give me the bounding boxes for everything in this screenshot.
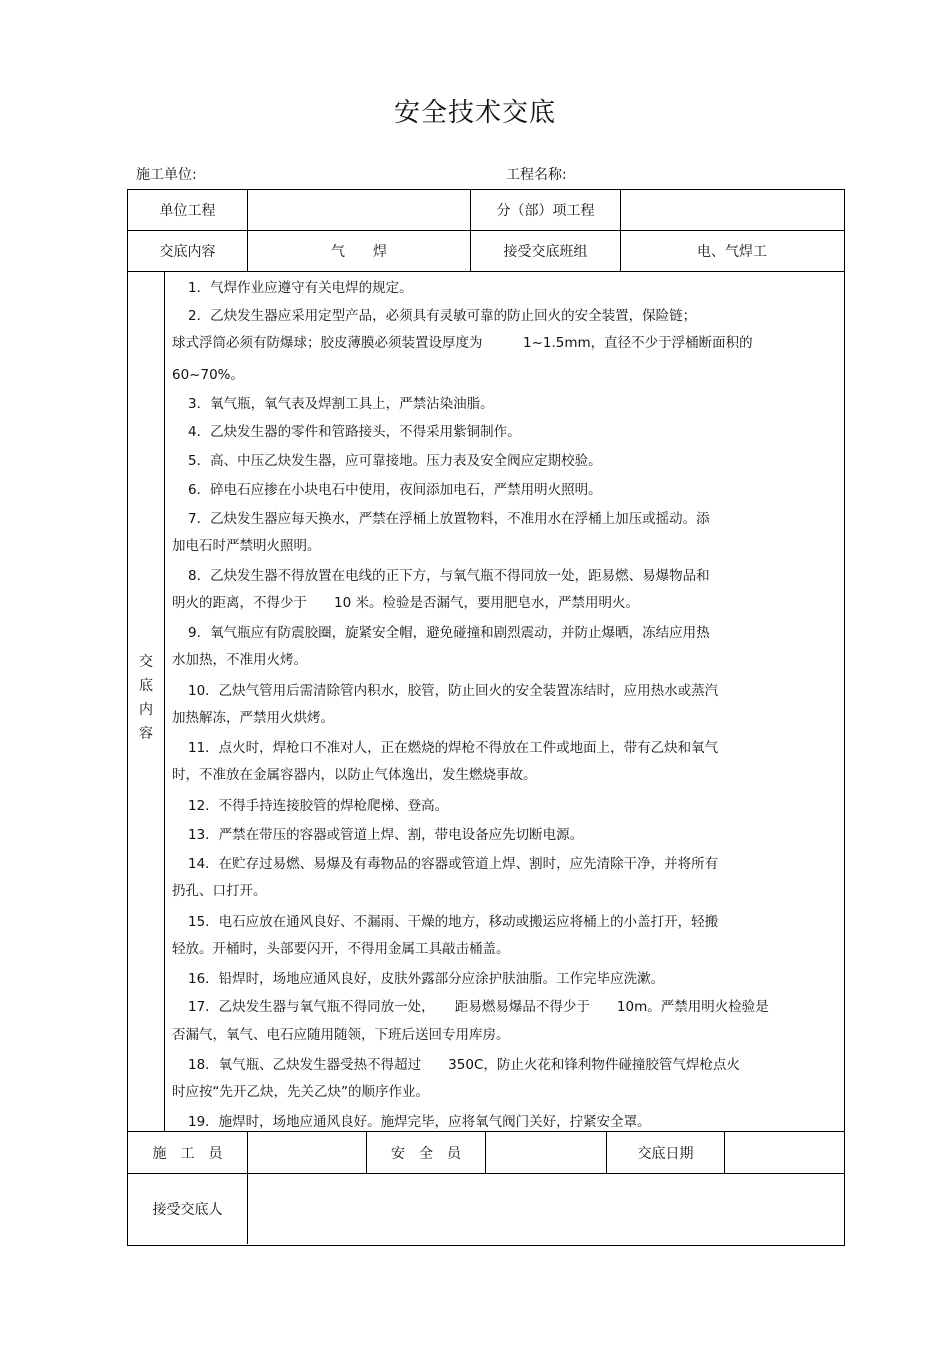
side-label-char: 交 xyxy=(139,654,153,670)
construction-unit-label: 施工单位: xyxy=(136,167,197,183)
item-10-line-2: 加热解冻，严禁用火烘烤。 xyxy=(172,710,334,726)
item-8-line-2: 明火的距离，不得少于 10 米。检验是否漏气，要用肥皂水，严禁用明火。 xyxy=(172,595,639,611)
content-value: 气 焊 xyxy=(331,244,387,260)
page-title: 安全技术交底 xyxy=(393,98,556,128)
item-9-line-2: 水加热，不准用火烤。 xyxy=(172,652,307,668)
project-name-label: 工程名称: xyxy=(506,167,567,183)
item-18-line-1: 18．氧气瓶、乙炔发生器受热不得超过 350C，防止火花和锋利物件碰撞胶管气焊枪点火 xyxy=(188,1057,740,1073)
team-value: 电、气焊工 xyxy=(697,244,767,260)
item-10-line-1: 10．乙炔气管用后需清除管内积水，胶管，防止回火的安全装置冻结时，应用热水或蒸汽 xyxy=(188,683,719,699)
item-2-line-3: 60~70%。 xyxy=(172,367,244,383)
item-18-line-2: 时应按“先开乙炔，先关乙炔”的顺序作业。 xyxy=(172,1084,429,1100)
safety-officer-field[interactable] xyxy=(486,1132,606,1173)
unit-project-field[interactable] xyxy=(248,190,470,230)
content-label: 交底内容 xyxy=(159,244,216,260)
item-2-line-1: 2．乙炔发生器应采用定型产品，必须具有灵敏可靠的防止回火的安全装置，保险链； xyxy=(188,308,697,324)
item-19-line-1: 19．施焊时，场地应通风良好。施焊完毕，应将氧气阀门关好，拧紧安全罩。 xyxy=(188,1114,651,1130)
item-7-line-1: 7．乙炔发生器应每天换水，严禁在浮桶上放置物料，不准用水在浮桶上加压或摇动。添 xyxy=(188,511,710,527)
item-17-line-1: 17．乙炔发生器与氧气瓶不得同放一处， 距易燃易爆品不得少于 10m。严禁用明火检验是 xyxy=(188,999,769,1015)
item-17-line-2: 否漏气，氧气、电石应随用随领，下班后送回专用库房。 xyxy=(172,1027,510,1043)
item-1-line-1: 1．气焊作业应遵守有关电焊的规定。 xyxy=(188,280,413,296)
item-9-line-1: 9．氧气瓶应有防震胶圈，旋紧安全帽，避免碰撞和剧烈震动，并防止爆晒，冻结应用热 xyxy=(188,625,710,641)
col-divider xyxy=(164,271,165,1131)
item-15-line-2: 轻放。开桶时，头部要闪开，不得用金属工具敲击桶盖。 xyxy=(172,941,510,957)
item-14-line-1: 14．在贮存过易燃、易爆及有毒物品的容器或管道上焊、割时，应先清除干净，并将所有 xyxy=(188,856,719,872)
receiver-label: 接受交底人 xyxy=(152,1202,223,1218)
worker-label: 施 工 员 xyxy=(152,1145,223,1162)
item-13-line-1: 13．严禁在带压的容器或管道上焊、割，带电设备应先切断电源。 xyxy=(188,827,584,843)
item-5-line-1: 5．高、中压乙炔发生器，应可靠接地。压力表及安全阀应定期校验。 xyxy=(188,453,602,469)
item-15-line-1: 15．电石应放在通风良好、不漏雨、干燥的地方，移动或搬运应将桶上的小盖打开，轻搬 xyxy=(188,914,719,930)
item-12-line-1: 12．不得手持连接胶管的焊枪爬梯、登高。 xyxy=(188,798,449,814)
item-11-line-2: 时，不准放在金属容器内，以防止气体逸出，发生燃烧事故。 xyxy=(172,767,537,783)
team-label: 接受交底班组 xyxy=(503,244,588,260)
item-2-line-2: 球式浮筒必须有防爆球；胶皮薄膜必须装置设厚度为 1~1.5mm，直径不少于浮桶断面积的 xyxy=(172,335,753,351)
item-4-line-1: 4．乙炔发生器的零件和管路接头，不得采用紫铜制作。 xyxy=(188,424,521,440)
side-label-char: 底 xyxy=(139,678,153,694)
item-16-line-1: 16．铅焊时，场地应通风良好，皮肤外露部分应涂护肤油脂。工作完毕应洗漱。 xyxy=(188,971,665,987)
item-6-line-1: 6．碎电石应掺在小块电石中使用，夜间添加电石，严禁用明火照明。 xyxy=(188,482,602,498)
worker-field[interactable] xyxy=(248,1132,366,1173)
item-7-line-2: 加电石时严禁明火照明。 xyxy=(172,538,321,554)
handover-date-label: 交底日期 xyxy=(637,1145,694,1162)
handover-date-field[interactable] xyxy=(725,1132,843,1173)
item-11-line-1: 11．点火时，焊枪口不准对人，正在燃烧的焊枪不得放在工件或地面上，带有乙炔和氧气 xyxy=(188,740,719,756)
side-label-char: 内 xyxy=(139,702,153,718)
sub-project-label: 分（部）项工程 xyxy=(496,203,595,219)
side-label xyxy=(128,650,164,746)
receiver-field[interactable] xyxy=(248,1174,843,1244)
side-label-char: 容 xyxy=(139,726,153,742)
item-8-line-1: 8．乙炔发生器不得放置在电线的正下方，与氧气瓶不得同放一处，距易燃、易爆物品和 xyxy=(188,568,710,584)
sub-project-field[interactable] xyxy=(621,190,843,230)
safety-officer-label: 安 全 员 xyxy=(391,1145,461,1162)
row-divider xyxy=(127,271,844,272)
unit-project-label: 单位工程 xyxy=(159,203,216,219)
item-3-line-1: 3．氧气瓶，氧气表及焊割工具上，严禁沾染油脂。 xyxy=(188,396,494,412)
item-14-line-2: 扔孔、口打开。 xyxy=(172,883,267,899)
